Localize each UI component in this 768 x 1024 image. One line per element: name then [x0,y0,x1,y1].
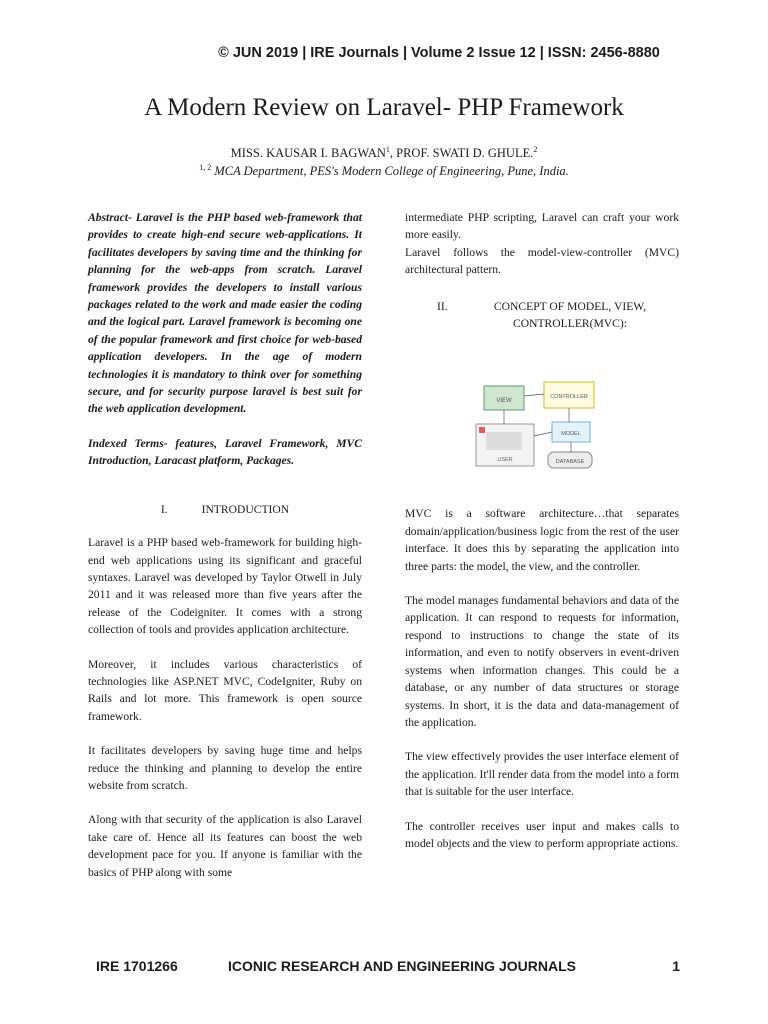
authors [0,145,768,161]
footer-id: IRE 1701266 [96,958,178,974]
paragraph: MVC is a software architecture…that separates domain/application/business logic from the rest of the user interface. It does this by separating the application into three parts: the model, the view, and the controller. [405,507,679,573]
author-2: PROF. SWATI D. GHULE. [396,146,534,161]
user-marker [479,427,485,433]
footer-journal: ICONIC RESEARCH AND ENGINEERING JOURNALS [228,958,576,974]
user-label: USER [497,457,513,464]
affiliation [0,163,768,179]
paragraph: It facilitates developers by saving huge time and helps reduce the thinking and planning to develop the entire website from scratch. [88,744,362,792]
section-2-title: CONCEPT OF MODEL, VIEW, CONTROLLER(MVC): [493,299,647,331]
right-column [405,209,679,852]
section-2-heading [437,298,679,333]
user-shade [486,432,522,450]
affiliation-text: MCA Department, PES's Modern College of Engineering, Pune, India. [214,164,569,179]
paragraph: Moreover, it includes various characteristics of technologies like ASP.NET MVC, CodeIgniter, Ruby on Rails and lot more. This framework is open source framework. [88,657,362,723]
database-label: DATABASE [555,459,585,466]
controller-label: CONTROLLER [550,394,588,401]
section-2-number: II. [437,299,448,313]
paragraph: intermediate PHP scripting, Laravel can craft your work more easily. [405,211,679,242]
section-1-number: I. [160,502,168,516]
section-1-heading [88,501,362,518]
author-separator: , [389,146,397,161]
left-column [88,209,362,881]
affiliation-sup: 1, 2 [199,163,212,172]
paragraph: Along with that security of the application is also Laravel take care of. Hence all its features can boost the web development pace for you. If anyone is familiar with the basics of PHP along with some [88,813,362,879]
mvc-diagram [472,344,612,474]
paragraph: Laravel is a PHP based web-framework for building high-end web applications using its significant and graceful syntaxes. Laravel was developed by Taylor Otwell in July 2011 and it was released more than five years after the release of the Codeigniter. It comes with a strong collection of tools and provides application architecture. [88,536,362,637]
page-number: 1 [672,958,680,974]
author-1: MISS. KAUSAR I. BAGWAN [230,146,386,161]
mvc-diagram-svg [472,344,612,474]
model-label: MODEL [561,431,581,438]
paragraph: The controller receives user input and makes calls to model objects and the view to perform appropriate actions. [405,819,679,850]
abstract: Abstract- Laravel is the PHP based web-framework that provides to create high-end secure web-applications. It facilitates developers by saving time and the thinking for planning for the web-apps from scratch. Laravel framework provides the developers to install various packages related to the work and made easier the coding and the logical part. Laravel framework is becoming one of the popular framework and first choice for web-based application developers. In the age of modern technologies it is mandatory to think over for something secure, and for security purpose laravel is best suit for the web application development. [88,211,362,416]
paragraph: Laravel follows the model-view-controller (MVC) architectural pattern. [405,245,679,277]
indexed-terms: Indexed Terms- features, Laravel Framework, MVC Introduction, Laracast platform, Packages. [88,436,362,468]
author-1-sup: 1 [385,145,390,154]
section-1-title: INTRODUCTION [201,502,290,516]
view-label: VIEW [496,398,512,405]
paragraph: The view effectively provides the user interface element of the application. It'll render data from the model into a form that is suitable for the user interface. [405,750,679,799]
paper-title: A Modern Review on Laravel- PHP Framework [144,94,624,121]
paragraph: The model manages fundamental behaviors and data of the application. It can respond to requests for information, respond to instructions to change the state of its information, and even to notify observers in event-driven systems when information changes. This could be a database, or any number of data structures or storage systems. In short, it is the data and data-management of the application. [405,594,679,729]
journal-header: © JUN 2019 | IRE Journals | Volume 2 Issue 12 | ISSN: 2456-8880 [218,45,660,61]
author-2-sup: 2 [533,145,538,154]
